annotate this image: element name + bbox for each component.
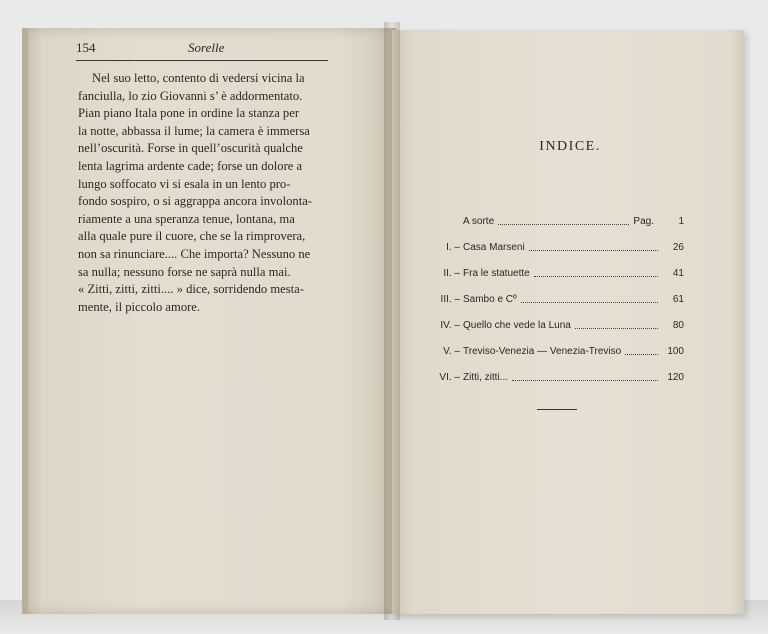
toc-number: V. –	[443, 345, 460, 357]
toc-number: I. –	[446, 241, 460, 253]
toc-entry	[434, 286, 684, 312]
text-line: la notte, abbassa il lume; la camera è immersa	[78, 123, 310, 138]
toc-entry	[434, 338, 684, 364]
toc-title: Zitti, zitti...	[463, 371, 508, 383]
toc-leader	[521, 302, 658, 303]
text-line: lungo soffocato vi si esala in un lento pro-	[78, 176, 291, 191]
toc-number: II. –	[443, 267, 460, 279]
toc-title: Fra le statuette	[463, 267, 530, 279]
toc-title: Casa Marseni	[463, 241, 525, 253]
toc-page-number: 1	[678, 215, 684, 227]
toc-number: III. –	[440, 293, 460, 305]
index-title: INDICE.	[539, 139, 601, 154]
toc-leader	[534, 276, 658, 277]
toc-entry	[434, 208, 684, 234]
toc-leader	[512, 380, 658, 381]
text-line: fondo sospiro, o si aggrappa ancora involonta-	[78, 194, 312, 209]
toc-title: Quello che vede la Luna	[463, 319, 571, 331]
text-line: alla quale pure il cuore, che se la rimprovera,	[78, 229, 306, 244]
book-gutter	[384, 22, 400, 620]
toc-leader	[529, 250, 658, 251]
text-line: Pian piano Itala pone in ordine la stanza per	[78, 106, 300, 121]
page-number: 154	[76, 40, 96, 55]
text-line: sa nulla; nessuno forse ne saprà nulla mai.	[78, 264, 291, 279]
toc-leader	[625, 354, 658, 355]
toc-entry	[434, 312, 684, 338]
text-line: nell’oscurità. Forse in quell’oscurità qualche	[78, 141, 303, 156]
closing-rule	[537, 409, 577, 410]
toc-page-number: 120	[667, 371, 684, 383]
toc-entry	[434, 234, 684, 260]
toc-number: VI. –	[439, 371, 460, 383]
toc-title: A sorte	[463, 215, 495, 227]
text-line: « Zitti, zitti, zitti.... » dice, sorridendo mesta-	[78, 282, 304, 297]
toc-number: IV. –	[440, 319, 460, 331]
toc-leader	[575, 328, 658, 329]
text-line: riamente a una speranza tenue, lontana, ma	[78, 211, 295, 226]
toc-title: Sambo e Cº	[463, 293, 517, 305]
running-head	[76, 40, 328, 61]
toc-page-number: 61	[672, 293, 684, 305]
toc-leader	[498, 224, 629, 225]
text-line: non sa rinunciare.... Che importa? Nessuno ne	[78, 246, 311, 261]
body-text	[78, 70, 330, 316]
toc-page-number: 100	[667, 345, 684, 357]
text-line: mente, il piccolo amore.	[78, 299, 201, 314]
toc-entry	[434, 364, 684, 390]
toc-pag-label: Pag.	[633, 215, 654, 227]
toc-entry	[434, 260, 684, 286]
running-title: Sorelle	[188, 40, 225, 55]
text-line: fanciulla, lo zio Giovanni s’ è addormentato.	[78, 88, 303, 103]
text-line: Nel suo letto, contento di vedersi vicina la	[92, 71, 305, 85]
table-of-contents	[434, 208, 684, 390]
toc-page-number: 26	[672, 241, 684, 253]
toc-title: Treviso-Venezia — Venezia-Treviso	[463, 345, 622, 357]
text-line: lenta lagrima ardente cade; forse un dolore a	[78, 158, 303, 173]
toc-page-number: 41	[672, 267, 684, 279]
toc-page-number: 80	[672, 319, 684, 331]
